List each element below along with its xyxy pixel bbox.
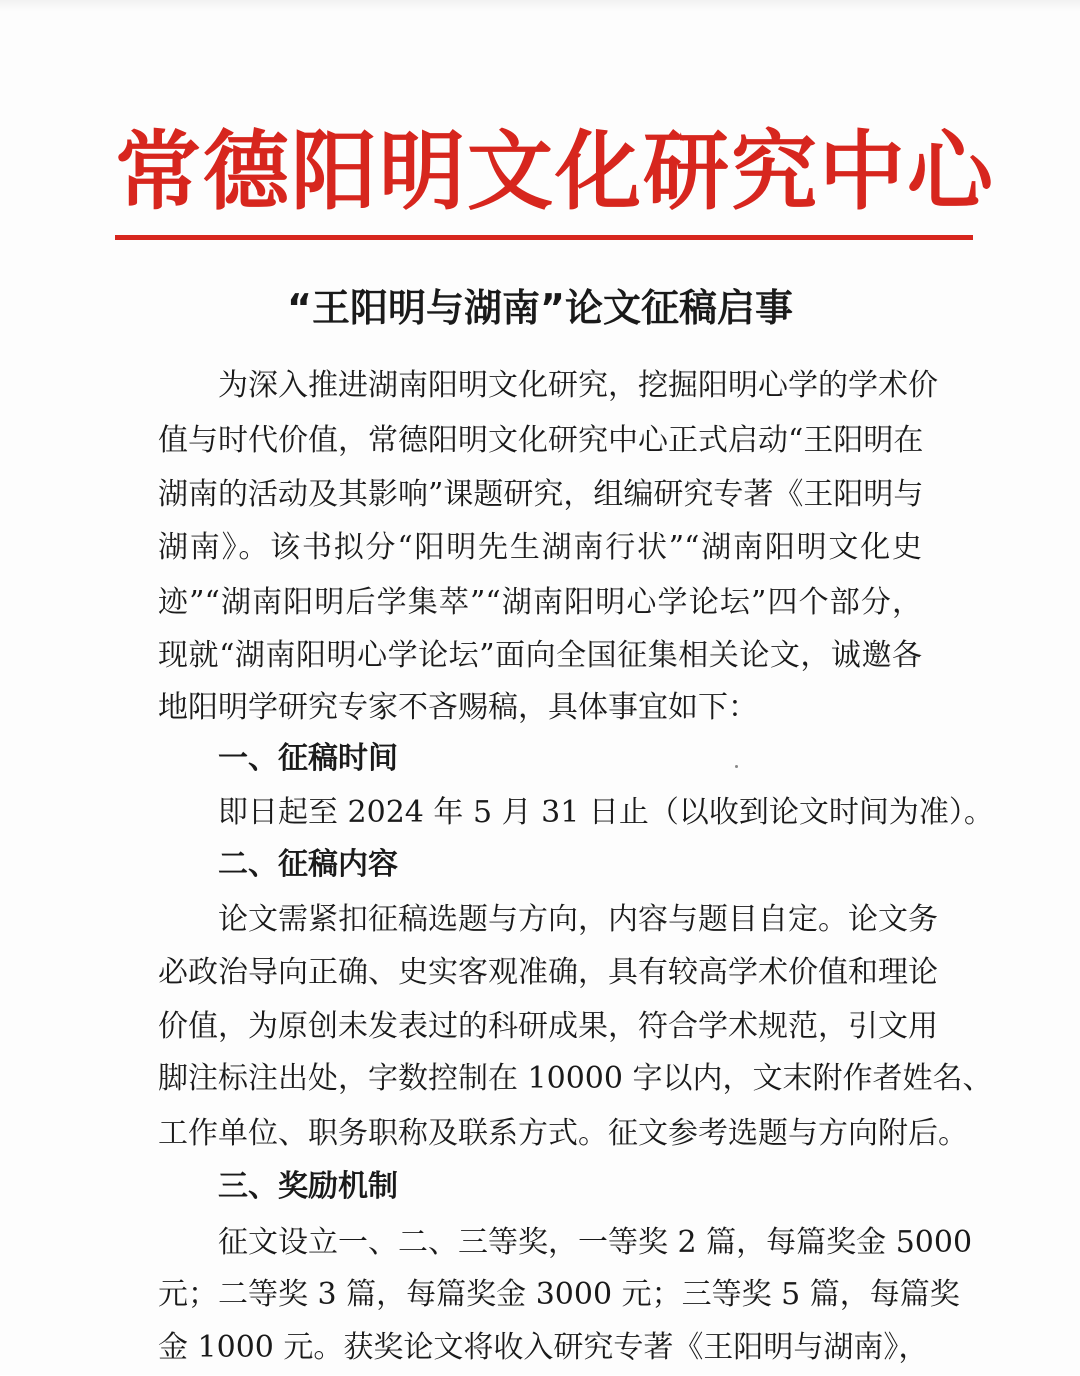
section-line: 即日起至 2024 年 5 月 31 日止（以收到论文时间为准）。 [218,795,994,830]
scan-top-edge [0,0,1080,12]
section-line: 工作单位、职务职称及联系方式。征文参考选题与方向附后。 [158,1116,968,1151]
section-line: 价值，为原创未发表过的科研成果，符合学术规范，引文用 [158,1009,938,1044]
letterhead-org-name: 常德阳明文化研究中心 [115,121,995,222]
document-title: “王阳明与湖南”论文征稿启事 [287,286,793,330]
section-heading-award-mechanism: 三、奖励机制 [218,1169,398,1204]
intro-line: 湖南的活动及其影响”课题研究，组编研究专著《王阳明与 [158,477,924,512]
intro-line: 迹”“湖南阳明后学集萃”“湖南阳明心学论坛”四个部分， [158,585,922,620]
section-line: 金 1000 元。获奖论文将收入研究专著《王阳明与湖南》， [158,1330,929,1365]
intro-line: 现就“湖南阳明心学论坛”面向全国征集相关论文，诚邀各 [158,638,922,673]
section-line: 元；二等奖 3 篇，每篇奖金 3000 元；三等奖 5 篇，每篇奖 [158,1277,960,1312]
section-heading-submission-content: 二、征稿内容 [218,847,398,882]
section-heading-submission-time: 一、征稿时间 [218,741,398,776]
intro-line: 值与时代价值，常德阳明文化研究中心正式启动“王阳明在 [158,423,924,458]
intro-line: 地阳明学研究专家不吝赐稿，具体事宜如下： [158,690,758,725]
intro-line: 湖南》。该书拟分“阳明先生湖南行状”“湖南阳明文化史 [158,530,922,565]
letterhead-red-rule [115,235,973,240]
scan-speck [735,765,738,768]
section-line: 征文设立一、二、三等奖，一等奖 2 篇，每篇奖金 5000 [218,1225,973,1260]
section-line: 脚注标注出处，字数控制在 10000 字以内，文末附作者姓名、 [158,1061,993,1096]
intro-line: 为深入推进湖南阳明文化研究，挖掘阳明心学的学术价 [218,368,938,403]
section-line: 论文需紧扣征稿选题与方向，内容与题目自定。论文务 [218,902,938,937]
section-line: 必政治导向正确、史实客观准确，具有较高学术价值和理论 [158,955,938,990]
